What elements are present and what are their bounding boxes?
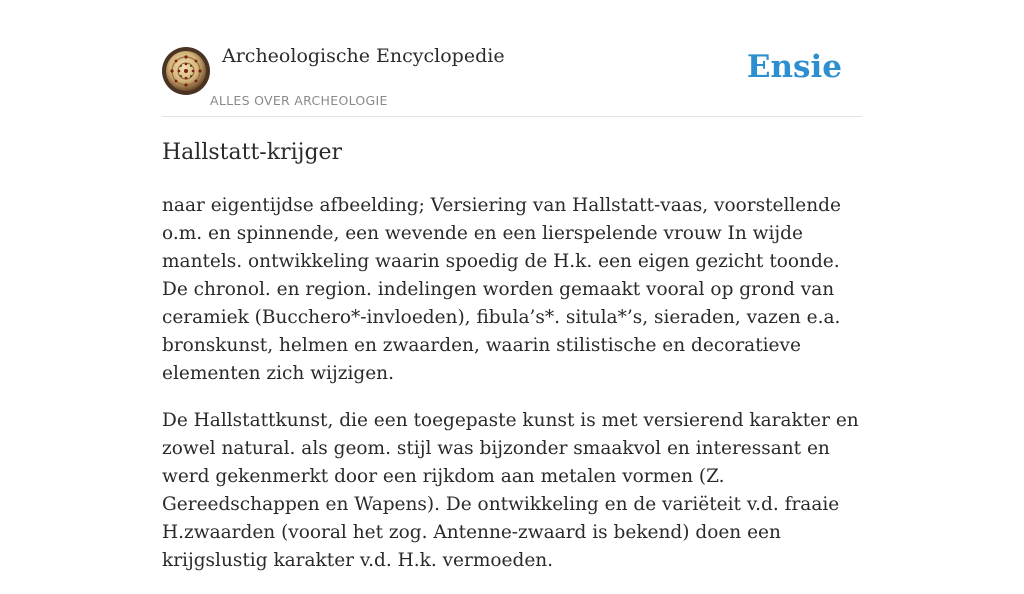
page-title: Hallstatt-krijger <box>162 140 343 165</box>
page <box>162 0 862 571</box>
site-header <box>162 0 862 117</box>
ensie-logo-link[interactable]: Ensie <box>746 49 842 85</box>
bronze-disc-icon[interactable] <box>162 47 210 95</box>
site-title[interactable]: Archeologische Encyclopedie <box>222 45 505 67</box>
article-paragraph: De Hallstattkunst, die een toegepaste kunst is met versierend karakter en zowel natural. als geom. stijl was bijzonder smaakvol en interessant en werd gekenmerkt door een rijkdom aan metalen vormen (Z. Gereedschappen en Wapens). De ontwikkeling en de variëteit v.d. fraaie H.zwaarden (vooral het zog. Antenne-zwaard is bekend) doen een krijgslustig karakter v.d. H.k. vermoeden. <box>162 410 859 571</box>
article-paragraph: naar eigentijdse afbeelding; Versiering van Hallstatt-vaas, voorstellende o.m. en spinnende, een wevende en een lierspelende vrouw In wijde mantels. ontwikkeling waarin spoedig de H.k. een eigen gezicht toonde. De chronol. en region. indelingen worden gemaakt vooral op grond van ceramiek (Bucchero*-invloeden), fibula’s*. situla*’s, sieraden, vazen e.a. bronskunst, helmen en zwaarden, waarin stilistische en decoratieve elementen zich wijzigen. <box>162 195 841 384</box>
site-tagline: ALLES OVER ARCHEOLOGIE <box>210 93 388 108</box>
article-body <box>162 192 862 594</box>
